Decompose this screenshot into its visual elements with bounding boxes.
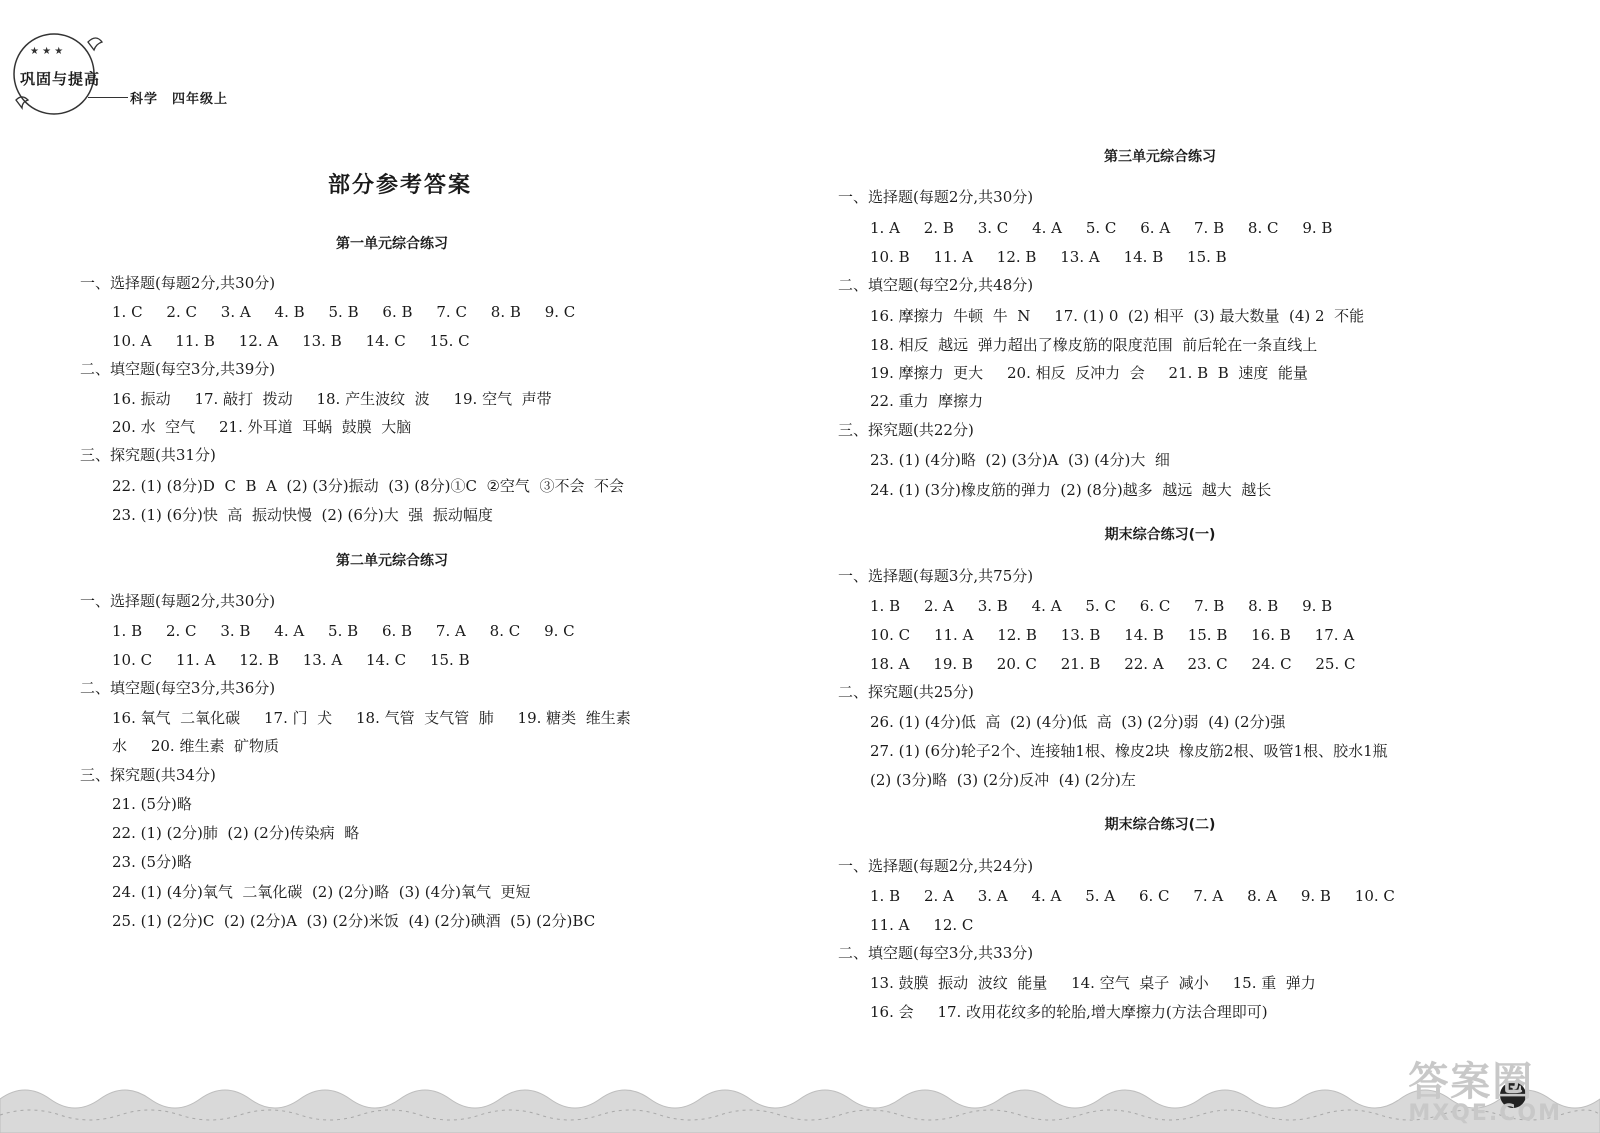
unit2-line: 23. (5分)略 — [112, 853, 192, 871]
watermark-bottom-text: MXQE.COM — [1408, 1101, 1562, 1126]
unit3-line: 16. 摩擦力 牛顿 牛 N 17. (1) 0 (2) 相平 (3) 最大数量 (4) 2 不能 — [870, 307, 1365, 325]
final1-line: 1. B 2. A 3. B 4. A 5. C 6. C 7. B 8. B 9. B — [870, 597, 1333, 615]
unit3-line: 23. (1) (4分)略 (2) (3分)A (3) (4分)大 细 — [870, 451, 1170, 469]
unit3-line: 三、探究题(共22分) — [838, 421, 974, 439]
final2-line: 11. A 12. C — [870, 916, 974, 934]
final2-line: 16. 会 17. 改用花纹多的轮胎,增大摩擦力(方法合理即可) — [870, 1003, 1268, 1021]
unit2-line: 24. (1) (4分)氧气 二氧化碳 (2) (2分)略 (3) (4分)氧气 更短 — [112, 883, 531, 901]
unit2-line: 二、填空题(每空3分,共36分) — [80, 679, 276, 697]
unit1-line: 1. C 2. C 3. A 4. B 5. B 6. B 7. C 8. B 9. C — [112, 303, 576, 321]
unit1-line: 10. A 11. B 12. A 13. B 14. C 15. C — [112, 332, 470, 350]
site-watermark — [1408, 1050, 1562, 1126]
unit1-line: 23. (1) (6分)快 高 振动快慢 (2) (6分)大 强 振动幅度 — [112, 506, 493, 524]
logo-text: 巩固与提高 — [20, 70, 101, 88]
unit2-line: 10. C 11. A 12. B 13. A 14. C 15. B — [112, 651, 470, 669]
section-title-final1: 期末综合练习(一) — [1104, 527, 1216, 543]
unit2-line: 22. (1) (2分)肺 (2) (2分)传染病 略 — [112, 824, 360, 842]
final1-line: (2) (3分)略 (3) (2分)反冲 (4) (2分)左 — [870, 771, 1136, 789]
watermark-top-text: 答案圈 — [1408, 1059, 1535, 1105]
unit2-line: 16. 氧气 二氧化碳 17. 门 犬 18. 气管 支气管 肺 19. 糖类 维生素 — [112, 709, 631, 727]
unit1-line: 22. (1) (8分)D C B A (2) (3分)振动 (3) (8分)①C ②空气 ③不会 不会 — [112, 477, 624, 495]
unit1-line: 三、探究题(共31分) — [80, 446, 216, 464]
unit2-line: 水 20. 维生素 矿物质 — [112, 737, 280, 755]
section-title-unit2: 第二单元综合练习 — [336, 553, 448, 569]
unit1-line: 二、填空题(每空3分,共39分) — [80, 360, 276, 378]
unit3-line: 24. (1) (3分)橡皮筋的弹力 (2) (8分)越多 越远 越大 越长 — [870, 481, 1272, 499]
section-title-unit1: 第一单元综合练习 — [336, 236, 448, 252]
final2-line: 1. B 2. A 3. A 4. A 5. A 6. C 7. A 8. A 9. B 10. C — [870, 887, 1395, 905]
unit2-line: 三、探究题(共34分) — [80, 766, 216, 784]
unit1-line: 一、选择题(每题2分,共30分) — [80, 274, 276, 292]
unit2-line: 21. (5分)略 — [112, 795, 192, 813]
unit2-line: 一、选择题(每题2分,共30分) — [80, 592, 276, 610]
header-subject: 科学 四年级上 — [130, 92, 229, 107]
final1-line: 二、探究题(共25分) — [838, 683, 974, 701]
unit3-line: 19. 摩擦力 更大 20. 相反 反冲力 会 21. B B 速度 能量 — [870, 364, 1308, 382]
final2-line: 13. 鼓膜 振动 波纹 能量 14. 空气 桌子 减小 15. 重 弹力 — [870, 974, 1316, 992]
unit2-line: 25. (1) (2分)C (2) (2分)A (3) (2分)米饭 (4) (2分)碘酒 (5) (2分)BC — [112, 912, 596, 930]
svg-text:★ ★ ★: ★ ★ ★ — [30, 46, 64, 57]
final1-line: 18. A 19. B 20. C 21. B 22. A 23. C 24. C 25. C — [870, 655, 1356, 673]
final1-line: 一、选择题(每题3分,共75分) — [838, 567, 1034, 585]
unit1-line: 16. 振动 17. 敲打 拨动 18. 产生波纹 波 19. 空气 声带 — [112, 390, 552, 408]
final1-line: 27. (1) (6分)轮子2个、连接轴1根、橡皮2块 橡皮筋2根、吸管1根、胶水1瓶 — [870, 742, 1388, 760]
page-title: 部分参考答案 — [327, 173, 472, 198]
unit2-line: 1. B 2. C 3. B 4. A 5. B 6. B 7. A 8. C 9. C — [112, 622, 575, 640]
final1-line: 26. (1) (4分)低 高 (2) (4分)低 高 (3) (2分)弱 (4) (2分)强 — [870, 713, 1286, 731]
final1-line: 10. C 11. A 12. B 13. B 14. B 15. B 16. B 17. A — [870, 626, 1355, 644]
unit3-line: 二、填空题(每空2分,共48分) — [838, 276, 1034, 294]
section-title-unit3: 第三单元综合练习 — [1104, 149, 1216, 165]
unit3-line: 一、选择题(每题2分,共30分) — [838, 188, 1034, 206]
final2-line: 二、填空题(每空3分,共33分) — [838, 944, 1034, 962]
unit1-line: 20. 水 空气 21. 外耳道 耳蜗 鼓膜 大脑 — [112, 418, 412, 436]
final2-line: 一、选择题(每题2分,共24分) — [838, 857, 1034, 875]
unit3-line: 22. 重力 摩擦力 — [870, 392, 984, 410]
header-divider — [88, 97, 128, 98]
unit3-line: 10. B 11. A 12. B 13. A 14. B 15. B — [870, 248, 1227, 266]
unit3-line: 18. 相反 越远 弹力超出了橡皮筋的限度范围 前后轮在一条直线上 — [870, 336, 1318, 354]
footer-wave-decoration — [0, 1075, 1600, 1133]
unit3-line: 1. A 2. B 3. C 4. A 5. C 6. A 7. B 8. C 9. B — [870, 219, 1333, 237]
section-title-final2: 期末综合练习(二) — [1104, 817, 1216, 833]
